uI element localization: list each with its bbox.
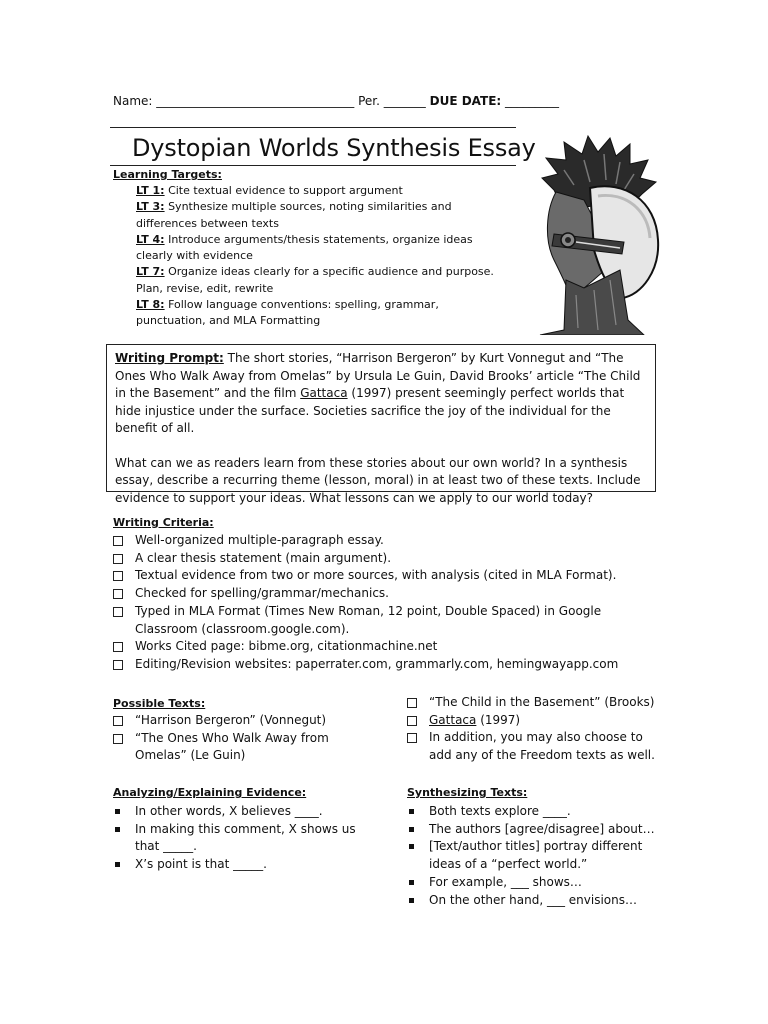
sentence-frame-item — [407, 892, 657, 910]
criteria-text: Works Cited page: bibme.org, citationmachine.net — [135, 639, 438, 654]
period-label: Per. — [358, 94, 380, 108]
prompt-text: The short stories, “Harrison Bergeron” by Kurt Vonnegut and “The Ones Who Walk Away from Omelas” by Ursula Le Guin, David Brooks’ article “The Child in the Basement” and the film — [115, 351, 641, 400]
possible-text-label: “Harrison Bergeron” (Vonnegut) — [135, 713, 327, 727]
film-title: Gattaca — [300, 386, 348, 400]
sentence-frame-text: The authors [agree/disagree] about… — [429, 821, 655, 836]
learning-target-item — [136, 183, 508, 199]
prompt-label: Writing Prompt: — [115, 351, 224, 365]
learning-target-item — [136, 264, 508, 297]
period-blank[interactable]: _______ — [383, 94, 426, 108]
checkbox[interactable] — [113, 571, 123, 581]
analyzing-evidence-list — [113, 803, 363, 874]
learning-targets-list — [136, 183, 508, 330]
criteria-text: Checked for spelling/grammar/mechanics. — [135, 586, 389, 601]
possible-text-label: (1997) — [476, 712, 521, 727]
criteria-text: Well-organized multiple-paragraph essay. — [135, 533, 384, 547]
criteria-text: Textual evidence from two or more sources, with analysis (cited in MLA Format). — [135, 568, 617, 583]
writing-criteria-list — [113, 532, 673, 674]
checkbox[interactable] — [113, 660, 123, 670]
prompt-paragraph-1 — [115, 350, 647, 438]
writing-prompt-box — [106, 344, 656, 505]
learning-targets-heading: Learning Targets: — [113, 168, 222, 181]
learning-target-text: Introduce arguments/thesis statements, organize ideas clearly with evidence — [136, 232, 473, 263]
possible-text-item — [113, 712, 353, 730]
checkbox[interactable] — [407, 716, 417, 726]
learning-target-text: Synthesize multiple sources, noting similarities and differences between texts — [136, 200, 452, 230]
checkbox[interactable] — [113, 642, 123, 652]
learning-target-item — [136, 199, 508, 232]
possible-texts-heading: Possible Texts: — [113, 697, 206, 710]
title-rule-top — [110, 127, 516, 128]
learning-target-item — [136, 232, 508, 265]
checkbox[interactable] — [407, 733, 417, 743]
criteria-item — [113, 567, 673, 585]
sentence-frame-text: In other words, X believes ____. — [135, 804, 323, 818]
criteria-item — [113, 585, 673, 603]
possible-text-label: “The Child in the Basement” (Brooks) — [429, 695, 655, 709]
learning-target-text: Cite textual evidence to support argument — [164, 184, 403, 197]
criteria-item — [113, 656, 673, 674]
learning-target-text: Follow language conventions: spelling, grammar, punctuation, and MLA Formatting — [136, 298, 439, 328]
checkbox[interactable] — [113, 554, 123, 564]
learning-target-code: LT 7: — [136, 265, 165, 279]
paragraph-gap — [115, 438, 647, 455]
criteria-text: A clear thesis statement (main argument). — [135, 550, 392, 565]
sentence-frame-text: On the other hand, ___ envisions… — [429, 892, 637, 907]
possible-text-label: In addition, you may also choose to add any of the Freedom texts as well. — [429, 730, 655, 763]
bullet-square-icon — [409, 827, 414, 832]
criteria-item — [113, 550, 673, 568]
criteria-text: Typed in MLA Format (Times New Roman, 12 point, Double Spaced) in Google Classroom (classroom.google.com). — [135, 603, 602, 636]
name-blank[interactable]: _________________________________ — [156, 94, 355, 108]
possible-text-label: “The Ones Who Walk Away from Omelas” (Le Guin) — [135, 730, 329, 763]
learning-target-item — [136, 297, 508, 330]
learning-target-code: LT 3: — [136, 200, 165, 214]
checkbox[interactable] — [113, 734, 123, 744]
due-date-blank[interactable]: _________ — [505, 94, 560, 108]
student-header — [113, 94, 559, 108]
bullet-square-icon — [409, 809, 414, 814]
sentence-frame-item — [113, 821, 363, 856]
possible-text-item — [113, 730, 353, 765]
sentence-frame-item — [407, 803, 657, 821]
checkbox[interactable] — [113, 607, 123, 617]
criteria-item — [113, 603, 655, 638]
possible-text-item — [407, 694, 657, 712]
learning-target-code: LT 1: — [136, 184, 165, 197]
checkbox[interactable] — [113, 716, 123, 726]
sentence-frame-text: In making this comment, X shows us that _____. — [135, 821, 356, 854]
possible-texts-left-list — [113, 712, 353, 765]
analyzing-evidence-heading: Analyzing/Explaining Evidence: — [113, 786, 307, 799]
page-title: Dystopian Worlds Synthesis Essay — [132, 134, 536, 162]
checkbox[interactable] — [113, 589, 123, 599]
criteria-item — [113, 638, 673, 656]
writing-criteria-heading: Writing Criteria: — [113, 516, 214, 529]
sentence-frame-text: X’s point is that _____. — [135, 857, 267, 872]
synthesizing-texts-heading: Synthesizing Texts: — [407, 786, 528, 799]
bullet-square-icon — [409, 880, 414, 885]
sentence-frame-text: For example, ___ shows… — [429, 874, 582, 889]
bullet-square-icon — [409, 898, 414, 903]
bullet-square-icon — [115, 827, 120, 832]
helmeted-head-illustration — [524, 130, 674, 335]
synthesizing-texts-list — [407, 803, 657, 909]
sentence-frame-item — [407, 821, 657, 839]
criteria-item — [113, 532, 673, 550]
learning-target-code: LT 4: — [136, 232, 165, 246]
possible-text-item — [407, 729, 657, 764]
possible-texts-right-list — [407, 694, 657, 765]
criteria-text: Editing/Revision websites: paperrater.com, grammarly.com, hemingwayapp.com — [135, 656, 619, 671]
sentence-frame-text: Both texts explore ____. — [429, 804, 571, 818]
sentence-frame-item — [113, 803, 363, 821]
checkbox[interactable] — [113, 536, 123, 546]
checkbox[interactable] — [407, 698, 417, 708]
sentence-frame-item — [407, 838, 657, 873]
bullet-square-icon — [115, 862, 120, 867]
name-label: Name: — [113, 94, 153, 108]
due-date-label: DUE DATE: — [429, 94, 502, 108]
sentence-frame-text: [Text/author titles] portray different ideas of a “perfect world.” — [429, 839, 643, 872]
prompt-text: (1997) present seemingly perfect worlds that hide injustice under the surface. Societies sacrifice the joy of the individual for the benefit of all. — [115, 386, 625, 435]
bullet-square-icon — [115, 809, 120, 814]
possible-text-item — [407, 712, 657, 730]
learning-target-text: Organize ideas clearly for a specific audience and purpose. Plan, revise, edit, rewrite — [136, 265, 494, 295]
bullet-square-icon — [409, 844, 414, 849]
sentence-frame-item — [407, 874, 657, 892]
sentence-frame-item — [113, 856, 363, 874]
prompt-paragraph-2: What can we as readers learn from these stories about our own world? In a synthesis essay, describe a recurring theme (lesson, moral) in at least two of these texts. Include evidence to support your ideas. What lessons can we apply to our world today? — [115, 455, 641, 505]
film-title: Gattaca — [429, 712, 477, 727]
title-rule-bottom — [110, 165, 516, 166]
learning-target-code: LT 8: — [136, 298, 165, 312]
